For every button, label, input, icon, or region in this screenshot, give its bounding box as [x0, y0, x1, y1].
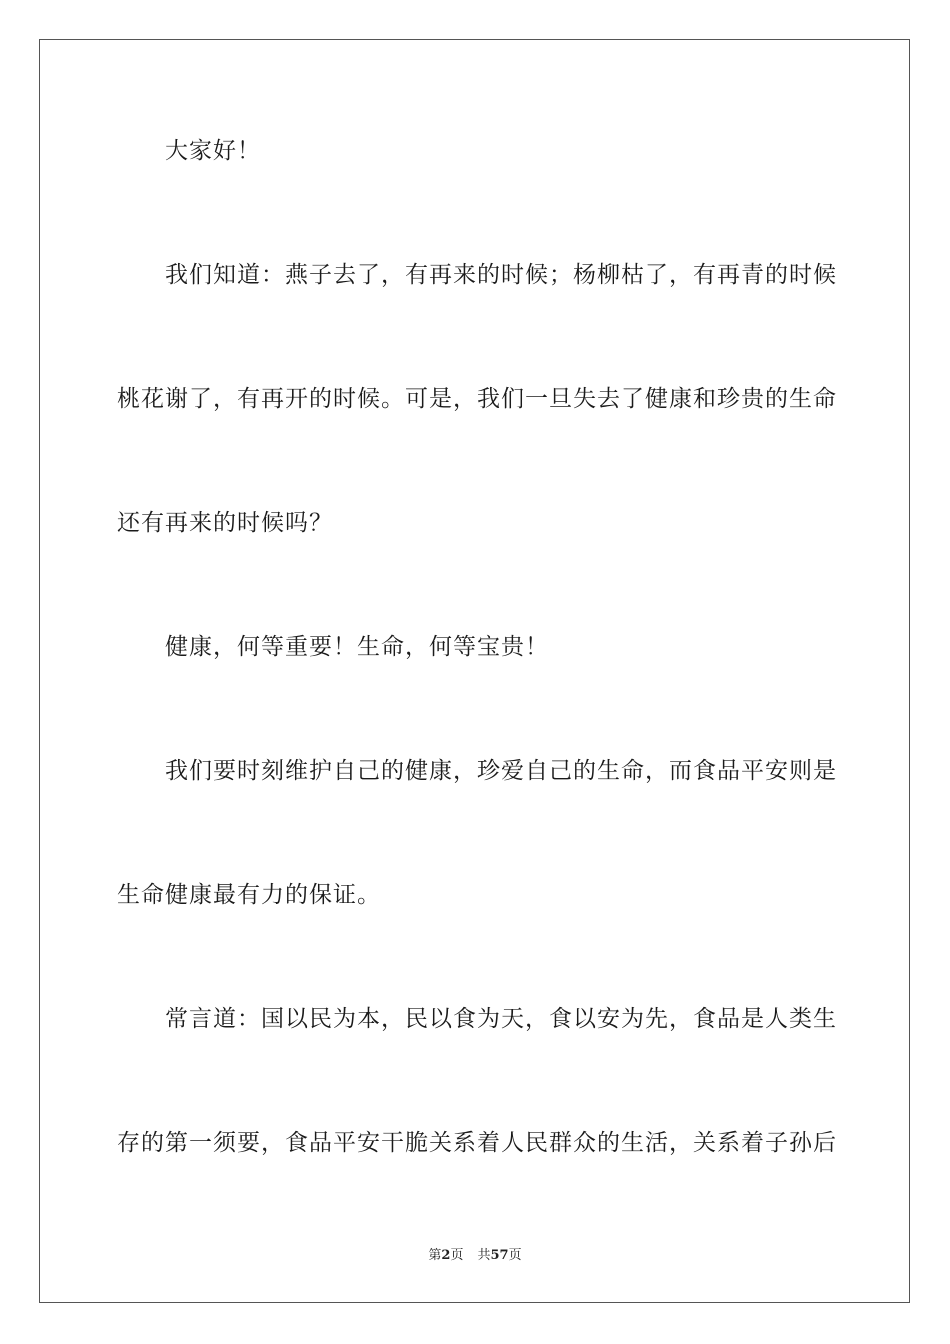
page-prefix: 第: [428, 1248, 442, 1263]
paragraph-line: 我们知道：燕子去了，有再来的时候；杨柳枯了，有再青的时候: [165, 262, 837, 288]
paragraph-line: 存的第一须要，食品平安干脆关系着人民群众的生活，关系着子孙后: [117, 1130, 837, 1156]
paragraph-line: 生命健康最有力的保证。: [117, 882, 381, 908]
paragraph-line: 还有再来的时候吗？: [117, 510, 333, 536]
paragraph-line: 常言道：国以民为本，民以食为天，食以安为先，食品是人类生: [165, 1006, 837, 1032]
current-page-number: 2: [441, 1248, 451, 1263]
total-page-count: 57: [490, 1248, 509, 1263]
total-suffix: 页: [508, 1248, 522, 1263]
total-prefix: 共: [477, 1248, 491, 1263]
page-footer: [0, 1247, 950, 1265]
page-frame: [39, 39, 910, 1303]
paragraph-line: 大家好！: [165, 138, 261, 164]
page-suffix: 页: [450, 1248, 464, 1263]
paragraph-line: 我们要时刻维护自己的健康，珍爱自己的生命，而食品平安则是: [165, 758, 837, 784]
paragraph-line: 桃花谢了，有再开的时候。可是，我们一旦失去了健康和珍贵的生命: [117, 386, 837, 412]
paragraph-line: 健康，何等重要！生命，何等宝贵！: [165, 634, 549, 660]
